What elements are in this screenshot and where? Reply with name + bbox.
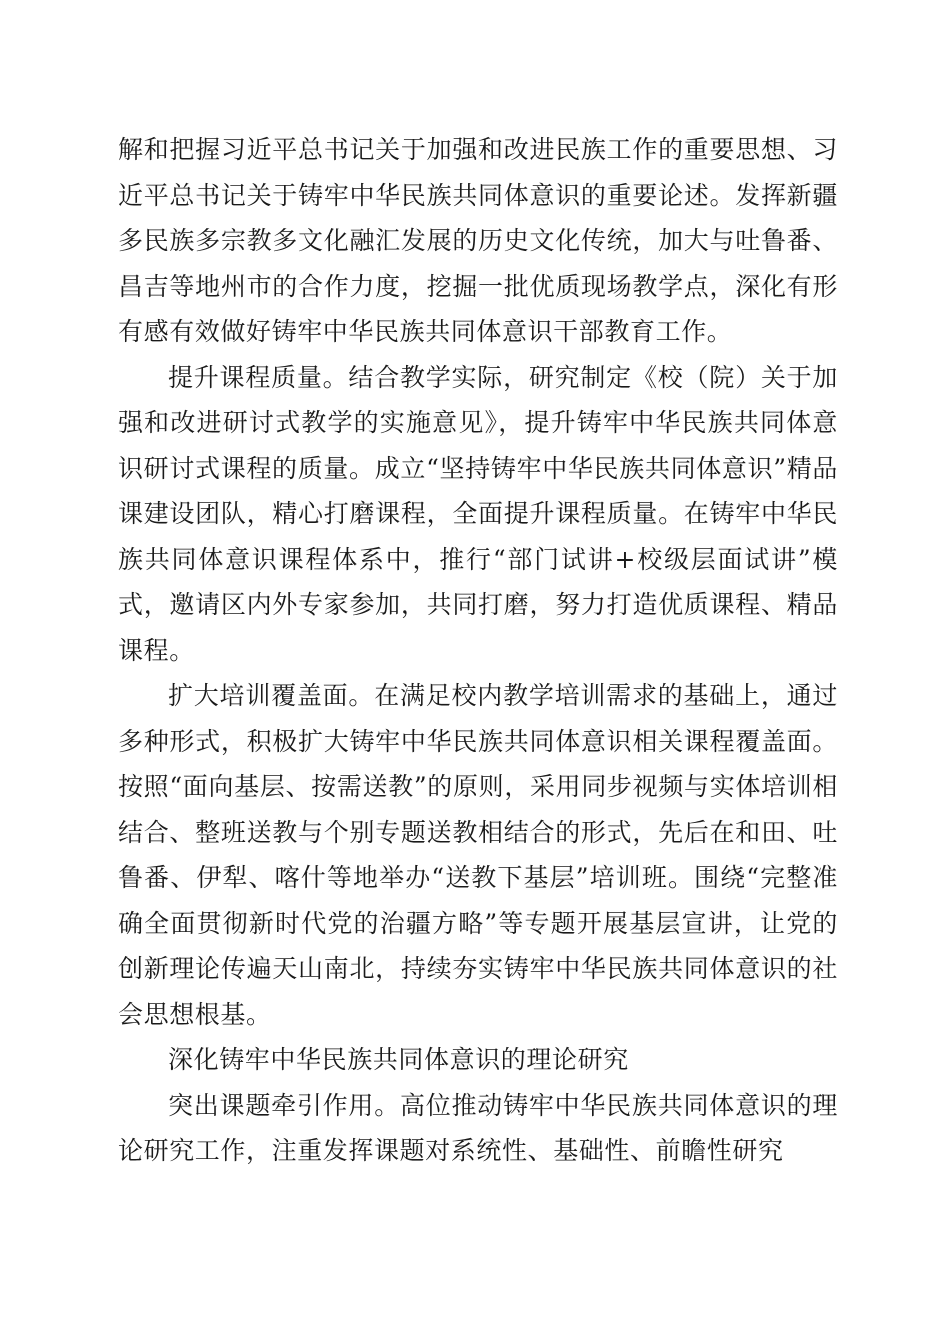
paragraph-course-quality: 提升课程质量。结合教学实际，研究制定《校（院）关于加强和改进研讨式教学的实施意见》，提升铸牢中华民族共同体意识研讨式课程的质量。成立“坚持铸牢中华民族共同体意识”精品课建设团队，精心打磨课程，全面提升课程质量。在铸牢中华民族共同体意识课程体系中，推行“部门试讲+校级层面试讲”模式，邀请区内外专家参加，共同打磨，努力打造优质课程、精品课程。: [118, 362, 838, 665]
body-text: [118, 127, 838, 1174]
paragraph-research-topics: 突出课题牵引作用。高位推动铸牢中华民族共同体意识的理论研究工作，注重发挥课题对系统性、基础性、前瞻性研究: [118, 1090, 838, 1165]
paragraph-continuation: 解和把握习近平总书记关于加强和改进民族工作的重要思想、习近平总书记关于铸牢中华民族共同体意识的重要论述。发挥新疆多民族多宗教多文化融汇发展的历史文化传统，加大与吐鲁番、昌吉等地州市的合作力度，挖掘一批优质现场教学点，深化有形有感有效做好铸牢中华民族共同体意识干部教育工作。: [118, 135, 838, 346]
paragraph-training-coverage: 扩大培训覆盖面。在满足校内教学培训需求的基础上，通过多种形式，积极扩大铸牢中华民族共同体意识相关课程覆盖面。按照“面向基层、按需送教”的原则，采用同步视频与实体培训相结合、整班送教与个别专题送教相结合的形式，先后在和田、吐鲁番、伊犁、喀什等地举办“送教下基层”培训班。围绕“完整准确全面贯彻新时代党的治疆方略”等专题开展基层宣讲，让党的创新理论传遍天山南北，持续夯实铸牢中华民族共同体意识的社会思想根基。: [118, 681, 838, 1029]
section-heading-theory-research: 深化铸牢中华民族共同体意识的理论研究: [168, 1045, 629, 1074]
